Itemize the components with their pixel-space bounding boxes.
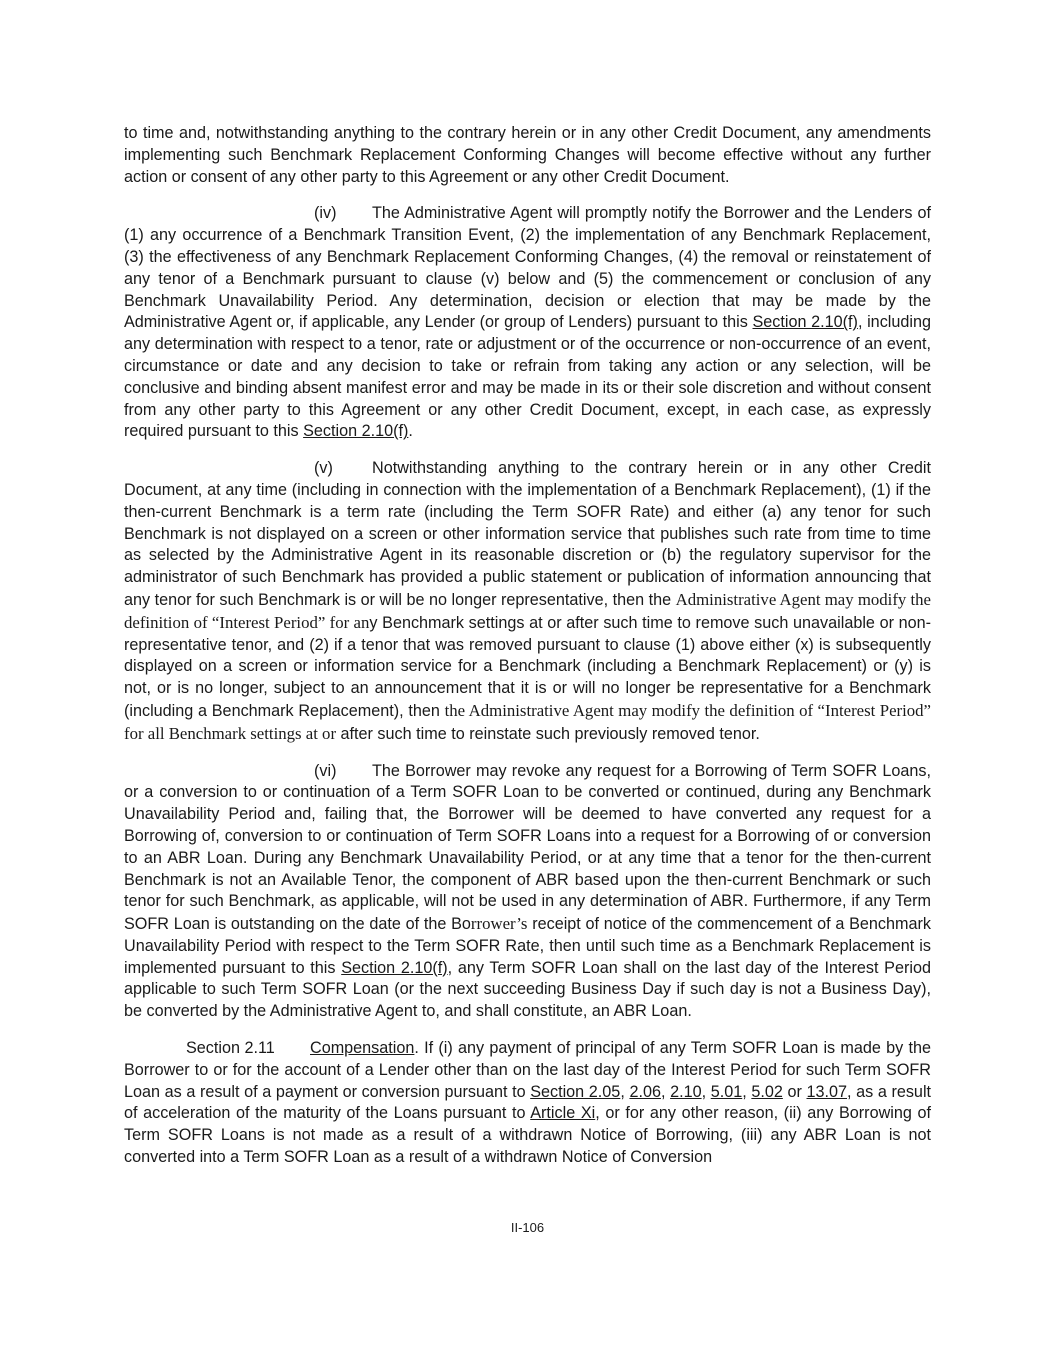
section-heading: Compensation — [310, 1039, 415, 1058]
section-2-11-paragraph: Section 2.11 Compensation. If (i) any payment of principal of any Term SOFR Loan is made by the Borrower to or for the account of a Lender other than on the last day of the Interest Period for such Term SOFR Loan as a result of a payment or conversion pursuant to Section 2.05, 2.06, 2.10, 5.01, 5.02 or 13.07, as a result of acceleration of the maturity of the Loans pursuant to Article Xi, or for any other reason, (ii) any Borrowing of Term SOFR Loans is not made as a result of a withdrawn Notice of Borrowing, (iii) any ABR Loan is not converted into a Term SOFR Loan as a result of a withdrawn Notice of Conversion — [124, 1039, 932, 1167]
paragraph-continuation: to time and, notwithstanding anything to the contrary herein or in any other Credit Document, any amendments implementing such Benchmark Replacement Conforming Changes will become effective without any further action or consent of any other party to this Agreement or any other Credit Document. — [124, 124, 931, 186]
clause-number: (vi) — [314, 761, 337, 780]
section-reference-link[interactable]: 5.01 — [710, 1082, 743, 1101]
paragraph-iv: (iv) The Administrative Agent will promptly notify the Borrower and the Lenders of (1) any occurrence of a Benchmark Transition Event, (2) the implementation of any Benchmark Replacement, (3) the effectiveness of any Benchmark Replacement Conforming Changes, (4) the removal or reinstatement of any tenor of a Benchmark pursuant to clause (v) below and (5) the commencement or conclusion of any Benchmark Unavailability Period. Any determination, decision or election that may be made by the Administrative Agent or, if applicable, any Lender (or group of Lenders) pursuant to this Section 2.10(f), including any determination with respect to a tenor, rate or adjustment or of the occurrence or non-occurrence of an event, circumstance or date and any decision to take or refrain from taking any action or any selection, will be conclusive and binding absent manifest error and may be made in its or their sole discretion and without consent from any other party to this Agreement or any other Credit Document, except, in each case, as expressly required pursuant to this Section 2.10(f). — [124, 204, 931, 441]
section-number: Section 2.11 — [186, 1039, 275, 1058]
section-reference-link[interactable]: Section 2.10(f) — [303, 422, 409, 441]
article-reference-link[interactable]: Article Xi — [530, 1104, 596, 1123]
section-reference-link[interactable]: Section 2.05 — [530, 1082, 621, 1101]
section-reference-link[interactable]: Section 2.10(f) — [341, 958, 448, 977]
section-reference-link[interactable]: 2.06 — [629, 1082, 661, 1101]
clause-number: (iv) — [314, 204, 337, 223]
section-reference-link[interactable]: 2.10 — [670, 1082, 702, 1101]
paragraph-vi: (vi) The Borrower may revoke any request for a Borrowing of Term SOFR Loans, or a conversion to or continuation of a Term SOFR Loan to be converted or continued, during any Benchmark Unavailability Period and, failing that, the Borrower will be deemed to have converted any request for a Borrowing of, conversion to or continuation of Term SOFR Loans into a request for a Borrowing of or conversion to an ABR Loan. During any Benchmark Unavailability Period, or at any time that a tenor for the then-current Benchmark is not an Available Tenor, the component of ABR based upon the then-current Benchmark or such tenor for such Benchmark, as applicable, will not be used in any determination of ABR. Furthermore, if any Term SOFR Loan is outstanding on the date of the Borrower’s receipt of notice of the commencement of a Benchmark Unavailability Period with respect to the Term SOFR Rate, then until such time as a Benchmark Replacement is implemented pursuant to this Section 2.10(f), any Term SOFR Loan shall on the last day of the Interest Period applicable to such Term SOFR Loan (or the next succeeding Business Day if such day is not a Business Day), be converted by the Administrative Agent to, and shall constitute, an ABR Loan. — [124, 761, 931, 1021]
clause-number: (v) — [314, 459, 333, 478]
section-reference-link[interactable]: Section 2.10(f) — [752, 313, 858, 332]
section-reference-link[interactable]: 5.02 — [751, 1082, 783, 1101]
document-body — [124, 123, 931, 1184]
section-reference-link[interactable]: 13.07 — [806, 1082, 848, 1101]
paragraph-v: (v) Notwithstanding anything to the contrary herein or in any other Credit Document, at any time (including in connection with the implementation of a Benchmark Replacement), (1) if the then-current Benchmark is a term rate (including the Term SOFR Rate) and either (a) any tenor for such Benchmark is not displayed on a screen or other information service that publishes such rate from time to time as selected by the Administrative Agent in its reasonable discretion or (b) the regulatory supervisor for the administrator of such Benchmark has provided a public statement or publication of information announcing that any tenor for such Benchmark is or will be no longer representative, then the Administrative Agent may modify the definition of “Interest Period” for any Benchmark settings at or after such time to remove such unavailable or non-representative tenor, and (2) if a tenor that was removed pursuant to clause (1) above either (x) is subsequently displayed on a screen or information service for a Benchmark (including a Benchmark Replacement) or (y) is not, or is no longer, subject to an announcement that it is or will no longer be representative for a Benchmark (including a Benchmark Replacement), then the Administrative Agent may modify the definition of “Interest Period” for all Benchmark settings at or after such time to reinstate such previously removed tenor. — [124, 459, 932, 743]
page-number: II-106 — [510, 1220, 545, 1235]
